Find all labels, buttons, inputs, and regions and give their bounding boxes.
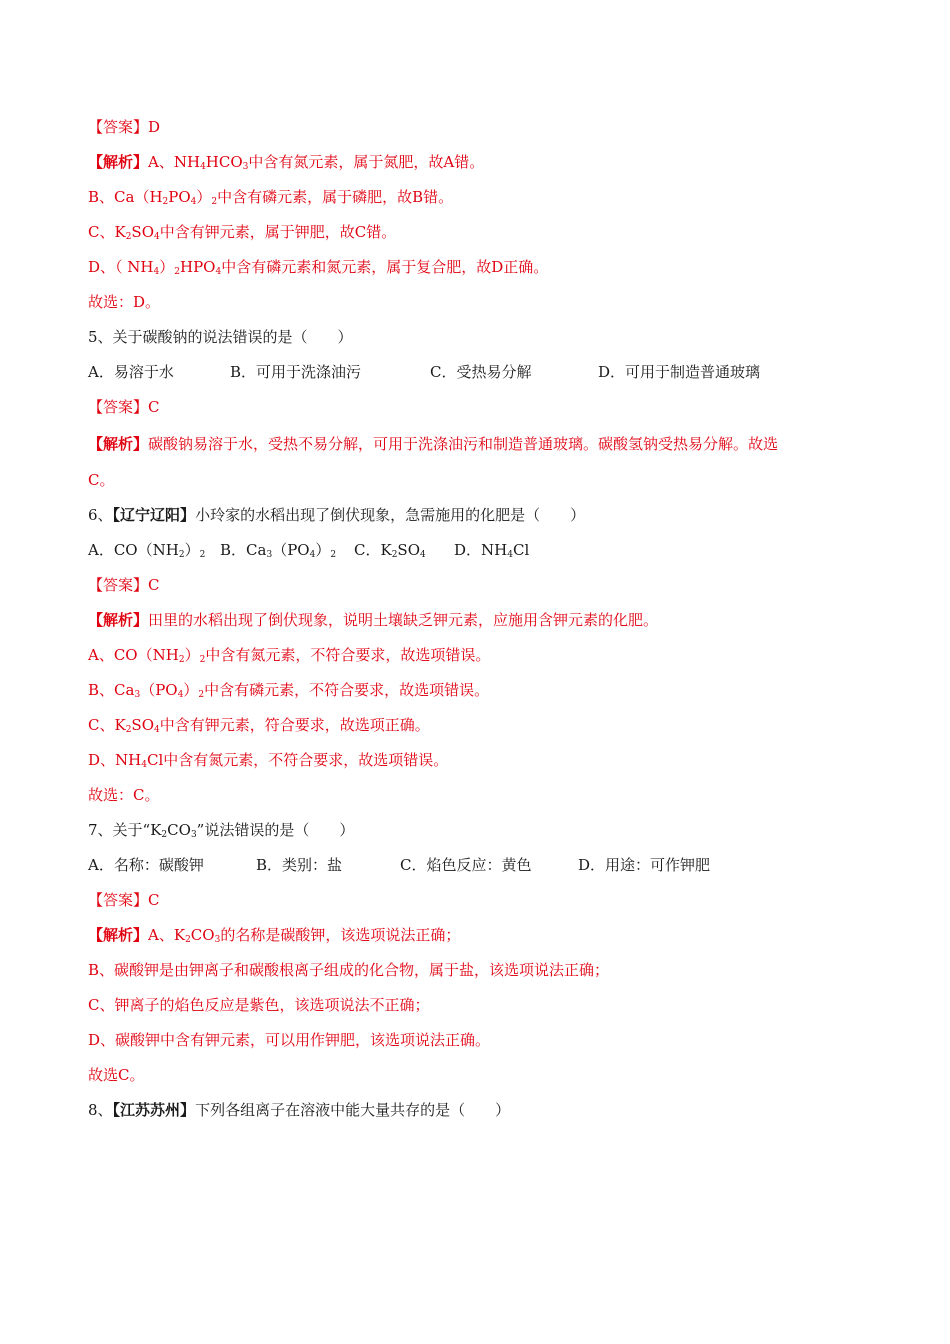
q7-option-c: C．焰色反应：黄色 [400, 856, 532, 874]
q7-stem: 7、关于“$K_2CO_3$”说法错误的是（ ） [88, 821, 355, 840]
q7-analysis-a: 【解析】A、$K_2CO_3$的名称是碳酸钾，该选项说法正确； [88, 926, 461, 945]
q7-answer: 【答案】C [88, 891, 160, 909]
q4-analysis-d: D、（ $NH_4)_2HPO_4$中含有磷元素和氮元素，属于复合肥，故D正确。 [88, 258, 549, 277]
q5-analysis-cont: C。 [88, 471, 115, 489]
q6-analysis-c: C、$K_2SO_4$中含有钾元素，符合要求，故选项正确。 [88, 716, 430, 735]
q7-analysis-b: B、碳酸钾是由钾离子和碳酸根离子组成的化合物，属于盐，该选项说法正确； [88, 961, 610, 979]
q6-choose: 故选：C。 [88, 786, 160, 804]
q5-option-a: A．易溶于水 [88, 363, 174, 381]
q6-option-d: D．$NH_4Cl$ [454, 541, 530, 560]
q6-analysis-d: D、$NH_4Cl$中含有氮元素，不符合要求，故选项错误。 [88, 751, 449, 770]
q7-option-b: B．类别：盐 [256, 856, 343, 874]
q7-analysis-c: C、钾离子的焰色反应是紫色，该选项说法不正确； [88, 996, 430, 1014]
q5-option-d: D．可用于制造普通玻璃 [598, 363, 761, 381]
q6-options [88, 533, 878, 568]
q6-stem: 6、【辽宁辽阳】小玲家的水稻出现了倒伏现象，急需施用的化肥是（ ） [88, 506, 586, 524]
q7-choose: 故选C。 [88, 1066, 145, 1084]
q6-option-a: A．$CO(NH_2)_2$ [88, 541, 206, 560]
q5-stem: 5、关于碳酸钠的说法错误的是（ ） [88, 328, 353, 346]
q5-analysis: 【解析】碳酸钠易溶于水，受热不易分解，可用于洗涤油污和制造普通玻璃。碳酸氢钠受热易分解。故选 [88, 435, 779, 453]
q4-choose: 故选：D。 [88, 293, 161, 311]
q8-stem: 8、【江苏苏州】下列各组离子在溶液中能大量共存的是（ ） [88, 1101, 511, 1119]
q7-options [88, 848, 878, 883]
q5-option-b: B．可用于洗涤油污 [230, 363, 362, 381]
q6-option-b: B．$Ca_3(PO_4)_2$ [220, 541, 337, 560]
q4-analysis-c: C、$K_2SO_4$中含有钾元素，属于钾肥，故C错。 [88, 223, 397, 242]
q5-answer: 【答案】C [88, 398, 160, 416]
q7-option-d: D．用途：可作钾肥 [578, 856, 711, 874]
q6-answer: 【答案】C [88, 576, 160, 594]
q4-analysis-b: B、$Ca(H_2PO_4)_2$中含有磷元素，属于磷肥，故B错。 [88, 188, 454, 207]
document-page [88, 110, 878, 1128]
q4-analysis-a: 【解析】A、$NH_4HCO_3$中含有氮元素，属于氮肥，故A错。 [88, 153, 485, 172]
q6-analysis-b: B、$Ca_3(PO_4)_2$中含有磷元素，不符合要求，故选项错误。 [88, 681, 490, 700]
q6-analysis-a: A、$CO(NH_2)_2$中含有氮元素，不符合要求，故选项错误。 [88, 646, 491, 665]
q5-options [88, 355, 878, 390]
q7-option-a: A．名称：碳酸钾 [88, 856, 204, 874]
q4-answer: 【答案】D [88, 118, 161, 136]
q7-analysis-d: D、碳酸钾中含有钾元素，可以用作钾肥，该选项说法正确。 [88, 1031, 491, 1049]
q6-option-c: C．$K_2SO_4$ [354, 541, 426, 560]
q6-analysis: 【解析】田里的水稻出现了倒伏现象，说明土壤缺乏钾元素，应施用含钾元素的化肥。 [88, 611, 659, 629]
q5-option-c: C．受热易分解 [430, 363, 532, 381]
